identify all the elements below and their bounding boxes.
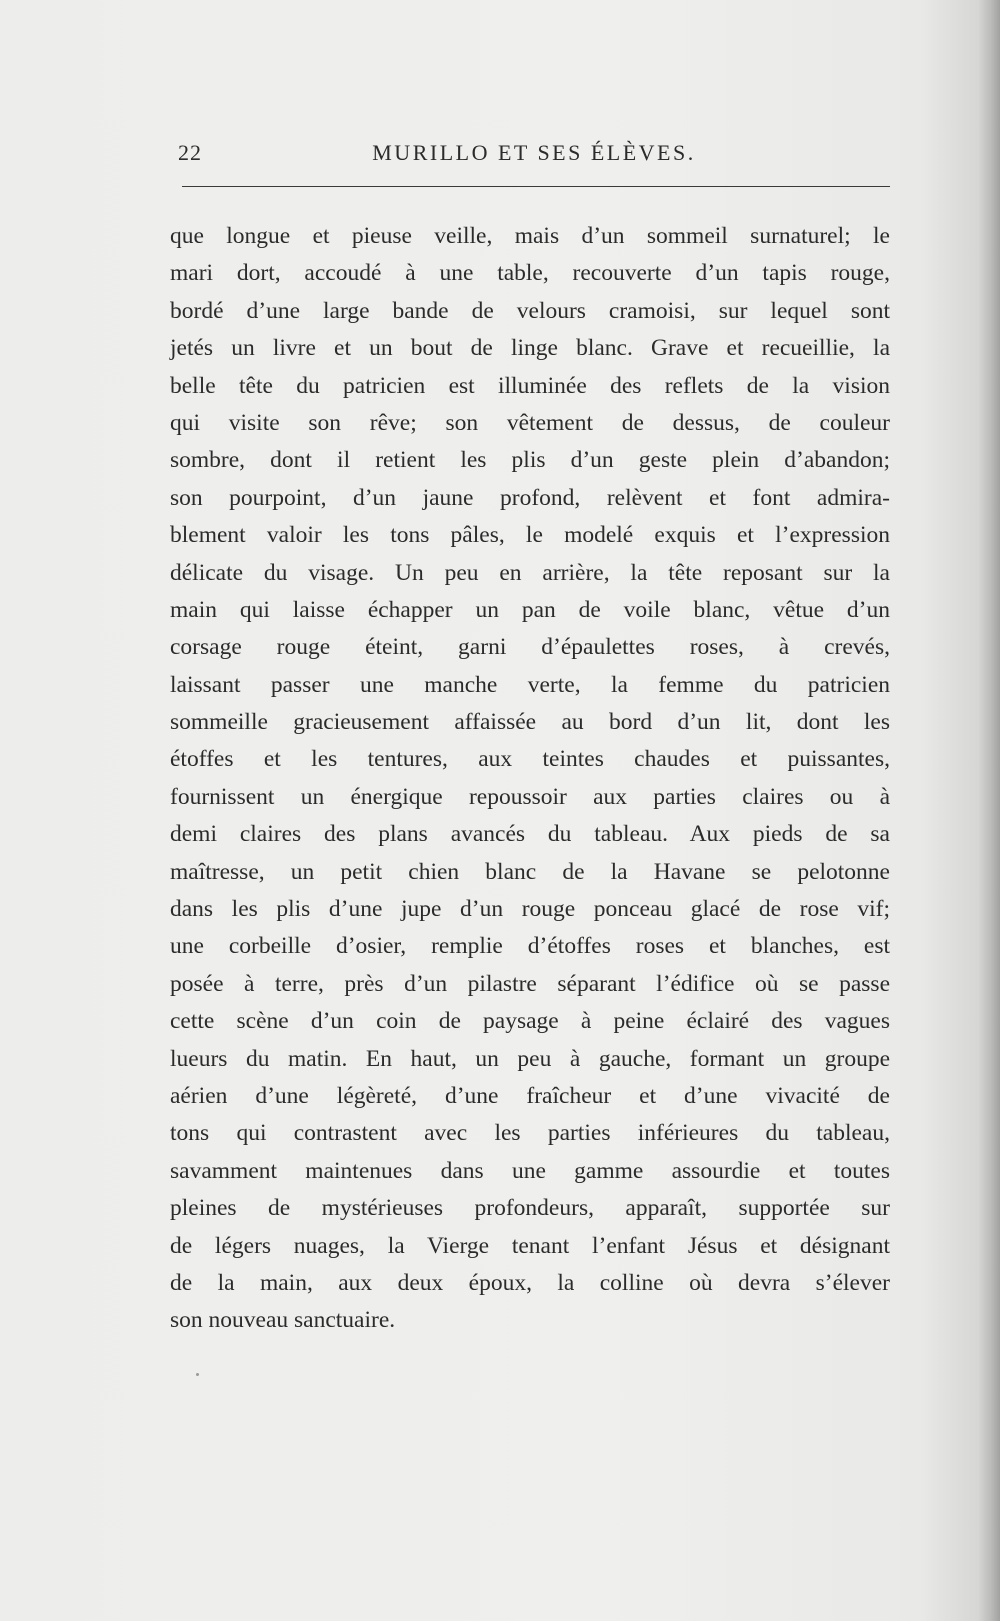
text-line: posée à terre, près d’un pilastre séparant l’édifice où se passe [170, 970, 890, 997]
text-line: que longue et pieuse veille, mais d’un sommeil surnaturel; le [170, 223, 890, 249]
text-line: cette scène d’un coin de paysage à peine éclairé des vagues [170, 1008, 890, 1035]
text-line: sombre, dont il retient les plis d’un geste plein d’abandon; [170, 447, 890, 474]
text-line: dans les plis d’une jupe d’un rouge ponceau glacé de rose vif; [170, 896, 890, 923]
text-line: blement valoir les tons pâles, le modelé exquis et l’expression [170, 522, 890, 549]
text-line: laissant passer une manche verte, la femme du patricien [170, 671, 890, 698]
text-line: pleines de mystérieuses profondeurs, apparaît, supportée sur [170, 1195, 890, 1222]
text-line: jetés un livre et un bout de linge blanc. Grave et recueillie, la [170, 335, 890, 362]
text-line: mari dort, accoudé à une table, recouverte d’un tapis rouge, [170, 260, 890, 287]
text-line: savamment maintenues dans une gamme assourdie et toutes [170, 1157, 890, 1184]
text-line: de légers nuages, la Vierge tenant l’enfant Jésus et désignant [170, 1232, 890, 1259]
text-line: demi claires des plans avancés du tableau. Aux pieds de sa [170, 821, 890, 848]
text-line: étoffes et les tentures, aux teintes chaudes et puissantes, [170, 746, 890, 773]
text-line: aérien d’une légèreté, d’une fraîcheur et d’une vivacité de [170, 1082, 890, 1109]
text-line: fournissent un énergique repoussoir aux parties claires ou à [170, 783, 890, 810]
running-header [178, 140, 890, 170]
ink-speck [196, 1373, 199, 1376]
text-line: une corbeille d’osier, remplie d’étoffes roses et blanches, est [170, 933, 890, 960]
text-line: maîtresse, un petit chien blanc de la Havane se pelotonne [170, 858, 890, 885]
text-line: bordé d’une large bande de velours cramoisi, sur lequel sont [170, 297, 890, 324]
body-paragraph [170, 218, 890, 1340]
text-line: son pourpoint, d’un jaune profond, relèvent et font admira- [170, 484, 890, 511]
text-line: tons qui contrastent avec les parties inférieures du tableau, [170, 1120, 890, 1147]
text-line: qui visite son rêve; son vêtement de dessus, de couleur [170, 409, 890, 436]
text-line: lueurs du matin. En haut, un peu à gauche, formant un groupe [170, 1045, 890, 1072]
text-line: délicate du visage. Un peu en arrière, la tête reposant sur la [170, 559, 890, 586]
running-title: MURILLO ET SES ÉLÈVES. [372, 140, 696, 165]
header-rule [182, 186, 890, 187]
text-line: de la main, aux deux époux, la colline où devra s’élever [170, 1269, 890, 1296]
text-line: corsage rouge éteint, garni d’épaulettes roses, à crevés, [170, 634, 890, 661]
text-line: son nouveau sanctuaire. [170, 1307, 396, 1334]
text-line: main qui laisse échapper un pan de voile blanc, vêtue d’un [170, 596, 890, 623]
text-line: sommeille gracieusement affaissée au bord d’un lit, dont les [170, 709, 890, 736]
page-number: 22 [178, 140, 202, 165]
text-line: belle tête du patricien est illuminée des reflets de la vision [170, 372, 890, 399]
page-edge-shadow [978, 0, 1000, 1621]
